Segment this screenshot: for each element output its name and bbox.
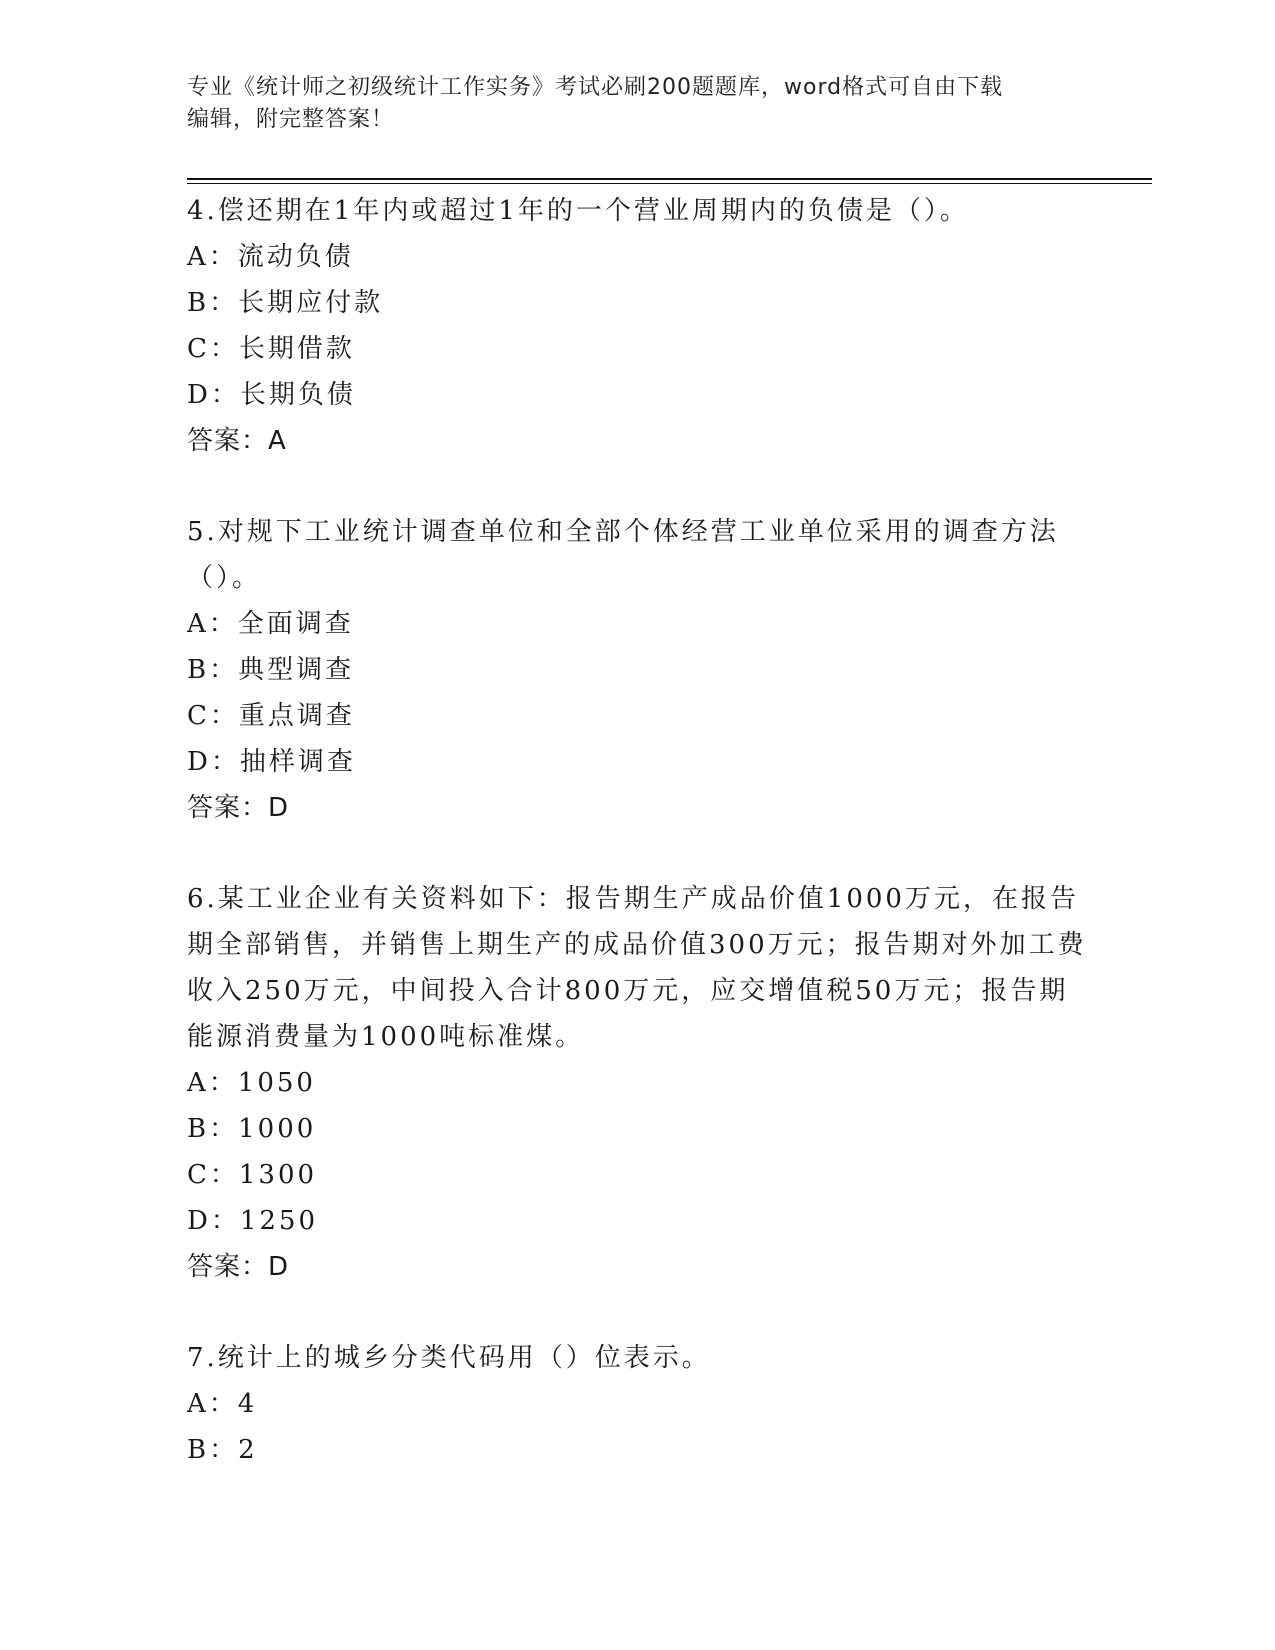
option-b: B：长期应付款: [187, 288, 384, 318]
answer-label: 答案：A: [187, 426, 287, 456]
option-a: A：全面调查: [187, 609, 354, 639]
answer-label: 答案：D: [187, 1252, 290, 1282]
question-5: [187, 509, 1087, 831]
question-4: [187, 188, 1087, 464]
option-b: B：1000: [187, 1114, 317, 1144]
option-d: D：1250: [187, 1206, 319, 1236]
option-b: B：典型调查: [187, 655, 355, 685]
question-7: [187, 1335, 1087, 1473]
question-list: [187, 188, 1087, 1518]
option-d: D：长期负债: [187, 380, 356, 410]
header-line-2: 编辑，附完整答案！: [187, 107, 395, 132]
option-c: C：重点调查: [187, 701, 355, 731]
question-text: 5.对规下工业统计调查单位和全部个体经营工业单位采用的调查方法（）。: [187, 517, 1059, 593]
option-a: A：1050: [187, 1068, 316, 1098]
question-text: 4.偿还期在1年内或超过1年的一个营业周期内的负债是（）。: [187, 196, 969, 226]
option-c: C：1300: [187, 1160, 318, 1190]
question-text: 7.统计上的城乡分类代码用（）位表示。: [187, 1343, 711, 1373]
question-text: 6.某工业企业有关资料如下：报告期生产成品价值1000万元，在报告期全部销售，并销售上期生产的成品价值300万元；报告期对外加工费收入250万元，中间投入合计800万元，应交增值税50万元；报告期能源消费量为1000吨标准煤。: [187, 884, 1087, 1052]
header-line-1: 专业《统计师之初级统计工作实务》考试必刷200题题库，word格式可自由下载: [187, 75, 1004, 100]
option-c: C：长期借款: [187, 334, 355, 364]
header-divider-thin: [187, 183, 1152, 184]
question-6: [187, 876, 1087, 1290]
option-b: B：2: [187, 1435, 258, 1465]
document-header: [187, 72, 1087, 136]
header-divider-thick: [187, 178, 1152, 180]
answer-label: 答案：D: [187, 793, 290, 823]
option-a: A：流动负债: [187, 242, 354, 272]
option-d: D：抽样调查: [187, 747, 356, 777]
option-a: A：4: [187, 1389, 258, 1419]
